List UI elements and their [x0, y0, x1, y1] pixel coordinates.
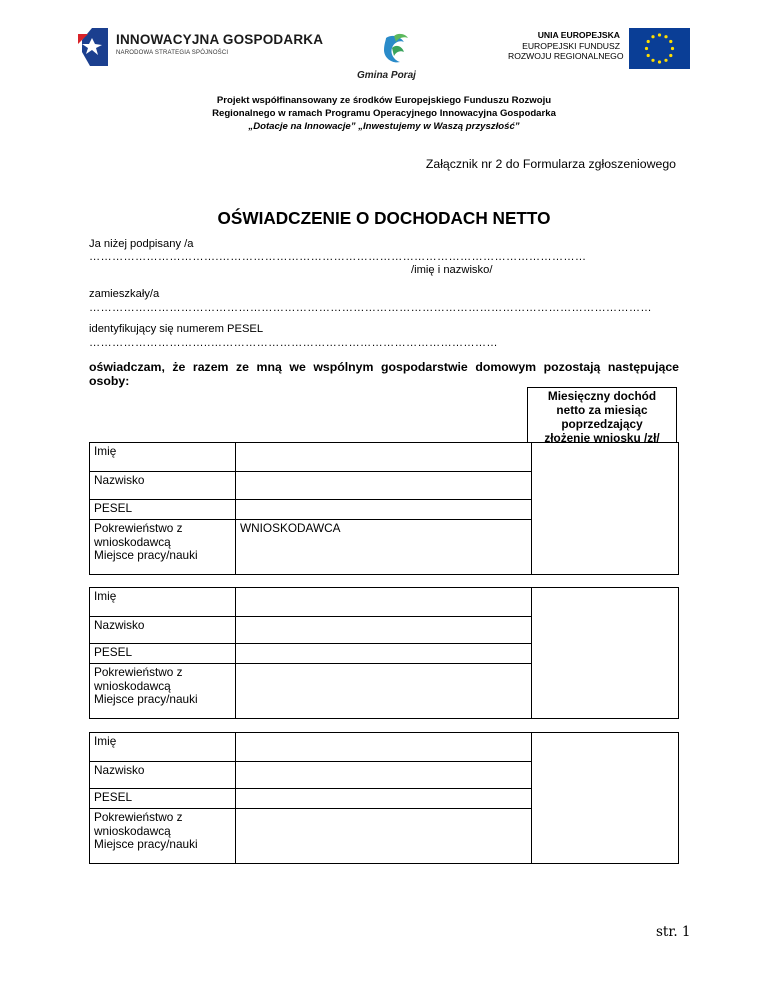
innowacyjna-gospodarka-logo: [78, 28, 324, 68]
first-name-cell[interactable]: [236, 588, 532, 617]
pesel-label: PESEL: [90, 789, 236, 809]
gmina-poraj-logo: [352, 32, 432, 88]
first-name-label: Imię: [90, 588, 236, 617]
relation-workplace-cell[interactable]: [236, 520, 532, 575]
first-name-cell[interactable]: [236, 733, 532, 762]
project-line-1: Projekt współfinansowany ze środków Europejskiego Funduszu Rozwoju: [216, 95, 552, 106]
signed-label: Ja niżej podpisany /a: [89, 238, 194, 250]
income-header-line: złożenie wniosku /zł/: [544, 431, 660, 445]
first-name-label: Imię: [90, 733, 236, 762]
income-header-line: netto za miesiąc: [556, 403, 648, 417]
attachment-note: Załącznik nr 2 do Formularza zgłoszeniowego: [425, 157, 676, 171]
first-name-label: Imię: [90, 443, 236, 472]
last-name-label: Nazwisko: [90, 472, 236, 500]
income-header-line: Miesięczny dochód: [547, 389, 657, 403]
page-number: str. 1: [656, 924, 691, 940]
workplace-label: Miejsce pracy/nauki: [94, 692, 198, 706]
relation-workplace-label: [90, 664, 236, 719]
ig-logo-subtitle: NARODOWA STRATEGIA SPÓJNOŚCI: [116, 50, 229, 56]
workplace-label: Miejsce pracy/nauki: [94, 548, 198, 562]
gmina-bird-icon: [380, 32, 410, 66]
project-funding-note: [0, 94, 768, 133]
residence-label: zamieszkały/a: [89, 288, 160, 300]
income-column-header: [527, 387, 677, 443]
innowacyjna-gospodarka-emblem-icon: [78, 28, 108, 66]
eu-line-2: EUROPEJSKI FUNDUSZ: [522, 40, 620, 51]
pesel-label: identyfikujący się numerem PESEL: [89, 323, 264, 335]
first-name-cell[interactable]: [236, 443, 532, 472]
last-name-label: Nazwisko: [90, 762, 236, 789]
income-header-line: poprzedzający: [561, 417, 643, 431]
relation-workplace-label: [90, 520, 236, 575]
workplace-label: Miejsce pracy/nauki: [94, 837, 198, 851]
last-name-cell[interactable]: [236, 617, 532, 644]
gmina-logo-text: Gmina Poraj: [357, 70, 416, 81]
relation-workplace-cell[interactable]: [236, 809, 532, 864]
pesel-cell[interactable]: [236, 789, 532, 809]
project-line-2: Regionalnego w ramach Programu Operacyjnego Innowacyjna Gospodarka: [212, 108, 556, 119]
name-caption: /imię i nazwisko/: [411, 264, 493, 276]
eu-logo-text: [508, 30, 624, 62]
person-table: [89, 442, 679, 575]
person-table: [89, 587, 679, 719]
eu-flag-icon: [629, 28, 690, 69]
eu-line-1: UNIA EUROPEJSKA: [537, 30, 620, 40]
person-table: [89, 732, 679, 864]
document-title: OŚWIADCZENIE O DOCHODACH NETTO: [217, 208, 551, 228]
income-cell[interactable]: [532, 443, 679, 575]
pesel-fill-line[interactable]: …………………………..…………………………………………………………………: [89, 337, 498, 349]
name-fill-line[interactable]: …………………………….……………………………………………………………………………………: [89, 251, 587, 263]
pesel-cell[interactable]: [236, 500, 532, 520]
pesel-label: PESEL: [90, 500, 236, 520]
income-cell[interactable]: [532, 588, 679, 719]
relation-label: Pokrewieństwo z wnioskodawcą: [94, 521, 183, 549]
pesel-cell[interactable]: [236, 644, 532, 664]
declaration-text: oświadczam, że razem ze mną we wspólnym gospodarstwie domowym pozostają następujące osoby:: [89, 360, 679, 388]
residence-fill-line[interactable]: …………………………………………………………………………………………………………………………………: [89, 302, 652, 314]
relation-label: Pokrewieństwo z wnioskodawcą: [94, 810, 183, 838]
last-name-cell[interactable]: [236, 762, 532, 789]
project-line-3: „Dotacje na Innowacje” „Inwestujemy w Waszą przyszłość”: [248, 121, 520, 132]
relation-workplace-label: [90, 809, 236, 864]
relation-value: WNIOSKODAWCA: [240, 521, 341, 535]
last-name-cell[interactable]: [236, 472, 532, 500]
eu-line-3: ROZWOJU REGIONALNEGO: [508, 51, 624, 61]
relation-workplace-cell[interactable]: [236, 664, 532, 719]
ig-logo-title: INNOWACYJNA GOSPODARKA: [116, 32, 324, 47]
last-name-label: Nazwisko: [90, 617, 236, 644]
pesel-label: PESEL: [90, 644, 236, 664]
income-cell[interactable]: [532, 733, 679, 864]
relation-label: Pokrewieństwo z wnioskodawcą: [94, 665, 183, 693]
